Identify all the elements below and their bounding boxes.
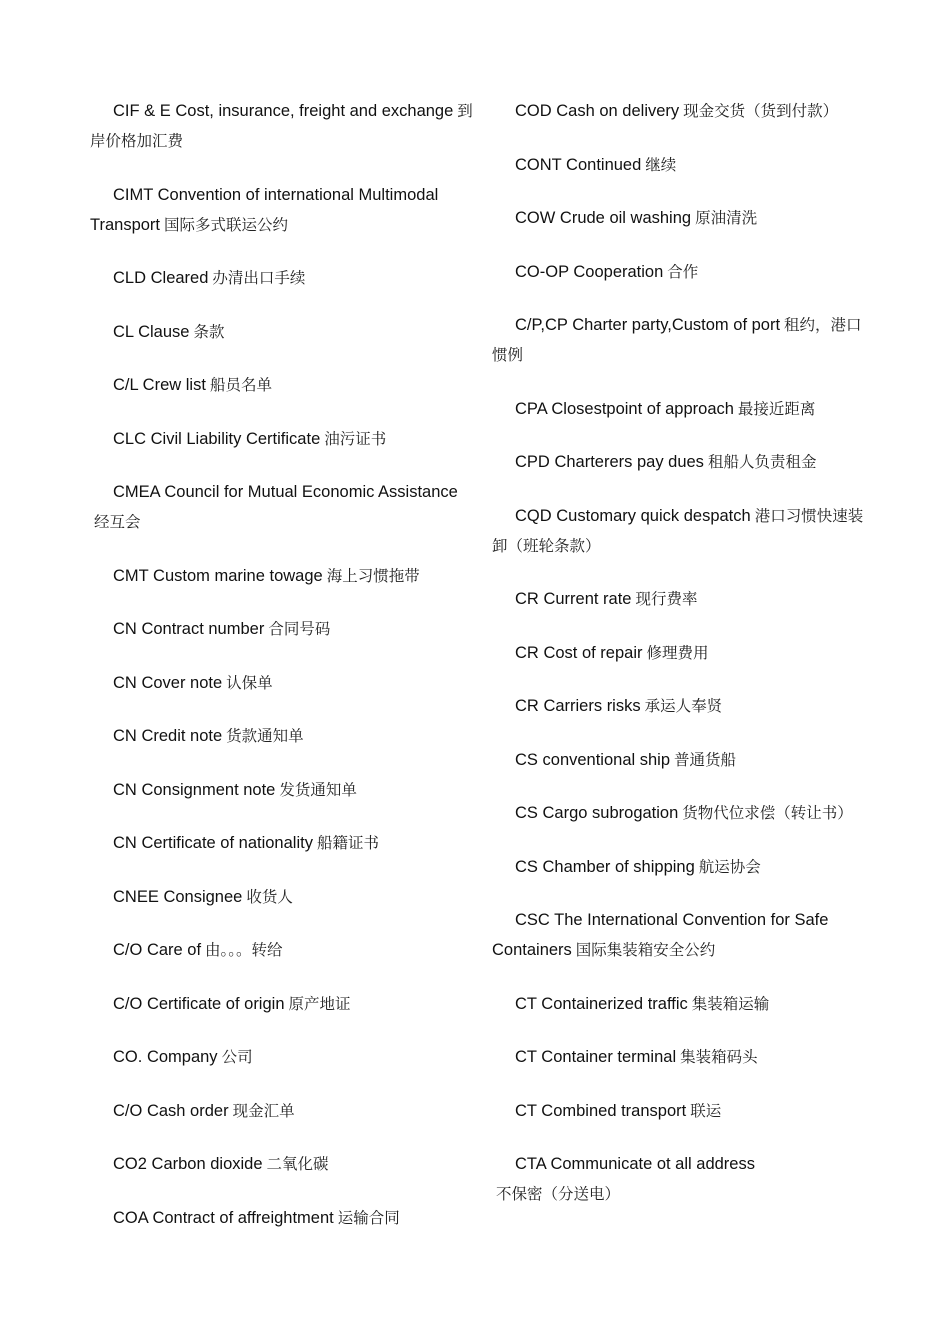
left-column <box>90 96 475 1256</box>
entry-abbreviation: COD <box>515 102 552 120</box>
entry-chinese: 港口习惯快速装卸（班轮条款） <box>492 506 864 555</box>
entry-chinese: 联运 <box>690 1101 722 1120</box>
entry-chinese: 公司 <box>221 1048 253 1066</box>
entry-english: Current rate <box>543 590 632 608</box>
entry-abbreviation: CPD <box>515 453 550 471</box>
entry-english: Communicate ot all address <box>550 1155 755 1173</box>
entry-abbreviation: CO2 <box>113 1155 147 1173</box>
entry-chinese: 现金汇单 <box>232 1101 295 1120</box>
entry-abbreviation: CT <box>515 1048 537 1066</box>
entry-abbreviation: CQD <box>515 506 552 525</box>
entry-english: Cost of repair <box>543 643 643 662</box>
entry-chinese: 收货人 <box>246 887 293 906</box>
entry-english: Company <box>146 1048 218 1066</box>
entry-abbreviation: CR <box>515 643 539 662</box>
entry-abbreviation: CT <box>515 1101 537 1120</box>
entry-abbreviation: CONT <box>515 155 562 174</box>
entry-english: Convention of international Multimodal Transport <box>90 185 439 234</box>
entry-chinese: 国际集装箱安全公约 <box>575 941 716 959</box>
entry-chinese: 国际多式联运公约 <box>164 215 289 234</box>
entry-abbreviation: CR <box>515 697 539 715</box>
entry-abbreviation: CMT <box>113 566 149 585</box>
entry-chinese: 货物代位求偿（转让书） <box>682 804 853 822</box>
entry-abbreviation: CMEA <box>113 483 160 501</box>
entry-abbreviation: CN <box>113 780 137 799</box>
glossary-entry <box>90 721 475 751</box>
entry-english: Credit note <box>141 727 223 745</box>
entry-chinese: 集装箱码头 <box>680 1048 758 1066</box>
entry-chinese: 现金交货（货到付款） <box>683 102 839 120</box>
glossary-entry <box>492 638 877 668</box>
entry-english: conventional ship <box>542 750 671 769</box>
entry-abbreviation: C/P,CP <box>515 316 568 334</box>
entry-chinese: 租约，港口惯例 <box>492 316 862 364</box>
entry-english: Consignee <box>163 887 243 906</box>
entry-abbreviation: CNEE <box>113 887 159 906</box>
entry-chinese: 船员名单 <box>209 376 272 394</box>
entry-english: Chamber of shipping <box>542 857 695 876</box>
entry-english: Contract number <box>141 620 265 638</box>
entry-abbreviation: CTA <box>515 1155 546 1173</box>
entry-english: Cargo subrogation <box>542 804 679 822</box>
entry-abbreviation: CN <box>113 834 137 852</box>
entry-abbreviation: CSC <box>515 911 550 929</box>
entry-english: Consignment note <box>141 780 276 799</box>
glossary-entry <box>90 317 475 347</box>
entry-english: Crew list <box>142 376 206 394</box>
entry-chinese: 发货通知单 <box>279 780 357 799</box>
entry-abbreviation: C/O <box>113 994 143 1013</box>
glossary-entry <box>492 447 877 477</box>
glossary-entry <box>492 310 877 370</box>
entry-english: Cleared <box>150 269 209 287</box>
entry-chinese: 原油清洗 <box>695 209 758 227</box>
entry-english: Cost, insurance, freight and exchange <box>175 102 454 120</box>
entry-chinese: 海上习惯拖带 <box>326 566 420 585</box>
entry-chinese: 不保密（分送电） <box>496 1185 621 1203</box>
entry-chinese: 继续 <box>645 155 677 174</box>
entry-chinese: 集装箱运输 <box>691 994 770 1013</box>
glossary-entry <box>90 828 475 858</box>
entry-chinese: 运输合同 <box>337 1208 400 1227</box>
glossary-entry <box>492 150 877 180</box>
entry-abbreviation: CIMT <box>113 185 154 204</box>
glossary-entry <box>492 852 877 882</box>
glossary-entry <box>90 1042 475 1072</box>
entry-english: Council for Mutual Economic Assistance <box>164 483 458 501</box>
glossary-entry <box>492 798 877 828</box>
entry-chinese: 到岸价格加汇费 <box>90 102 473 150</box>
entry-abbreviation: CR <box>515 590 539 608</box>
entry-english: Certificate of origin <box>146 994 285 1013</box>
glossary-entry <box>492 96 877 126</box>
entry-chinese: 认保单 <box>226 673 273 692</box>
entry-chinese: 航运协会 <box>698 857 761 876</box>
entry-english: Cash order <box>146 1101 229 1120</box>
glossary-entry <box>492 1096 877 1126</box>
glossary-entry <box>90 424 475 454</box>
entry-abbreviation: CS <box>515 750 538 769</box>
glossary-entry <box>492 905 877 965</box>
entry-abbreviation: CIF & E <box>113 102 171 120</box>
entry-abbreviation: CO-OP <box>515 262 569 281</box>
entry-chinese: 二氧化碳 <box>266 1155 329 1173</box>
entry-chinese: 最接近距离 <box>737 399 816 418</box>
entry-english: Civil Liability Certificate <box>150 429 321 448</box>
entry-english: Continued <box>566 155 642 174</box>
entry-english: Care of <box>146 941 202 959</box>
right-column <box>492 96 877 1233</box>
glossary-entry <box>90 96 475 156</box>
entry-chinese: 由。。。转给 <box>205 941 283 959</box>
entry-english: Containerized traffic <box>541 994 688 1013</box>
glossary-entry <box>492 1149 877 1209</box>
glossary-entry <box>90 614 475 644</box>
entry-chinese: 合作 <box>667 262 699 281</box>
glossary-entry <box>90 263 475 293</box>
entry-chinese: 船籍证书 <box>316 834 379 852</box>
glossary-entry <box>90 561 475 591</box>
entry-english: Custom marine towage <box>153 566 323 585</box>
glossary-entry <box>492 394 877 424</box>
entry-chinese: 货款通知单 <box>226 727 304 745</box>
entry-chinese: 现行费率 <box>635 590 698 608</box>
entry-abbreviation: CT <box>515 994 537 1013</box>
glossary-entry <box>90 370 475 400</box>
entry-english: Contract of affreightment <box>152 1208 334 1227</box>
glossary-entry <box>90 1096 475 1126</box>
glossary-entry <box>492 1042 877 1072</box>
entry-abbreviation: COW <box>515 209 556 227</box>
entry-abbreviation: CLC <box>113 429 147 448</box>
entry-abbreviation: CLD <box>113 269 147 287</box>
entry-english: Customary quick despatch <box>556 506 751 525</box>
entry-abbreviation: CO. <box>113 1048 143 1066</box>
entry-english: Combined transport <box>541 1101 687 1120</box>
entry-abbreviation: CS <box>515 857 538 876</box>
glossary-entry <box>90 775 475 805</box>
glossary-entry <box>90 935 475 965</box>
entry-english: The International Convention for Safe Containers <box>492 911 829 959</box>
glossary-entry <box>90 1203 475 1233</box>
entry-chinese: 油污证书 <box>324 429 387 448</box>
glossary-entry <box>90 180 475 240</box>
entry-abbreviation: CN <box>113 727 137 745</box>
entry-abbreviation: CL <box>113 322 134 341</box>
glossary-entry <box>90 668 475 698</box>
glossary-entry <box>90 882 475 912</box>
entry-abbreviation: CN <box>113 620 137 638</box>
entry-chinese: 普通货船 <box>674 750 737 769</box>
entry-abbreviation: C/O <box>113 1101 143 1120</box>
entry-english: Crude oil washing <box>559 209 692 227</box>
glossary-entry <box>90 477 475 537</box>
entry-abbreviation: C/O <box>113 941 143 959</box>
entry-english: Cash on delivery <box>556 102 680 120</box>
glossary-entry <box>492 989 877 1019</box>
entry-chinese: 条款 <box>193 322 225 341</box>
glossary-entry <box>90 1149 475 1179</box>
entry-english: Charterers pay dues <box>554 453 704 471</box>
entry-english: Container terminal <box>541 1048 677 1066</box>
entry-english: Charter party,Custom of port <box>572 316 781 334</box>
glossary-entry <box>492 203 877 233</box>
glossary-entry <box>492 691 877 721</box>
entry-chinese: 办清出口手续 <box>212 269 306 287</box>
entry-english: Carriers risks <box>543 697 641 715</box>
entry-english: Closestpoint of approach <box>551 399 734 418</box>
entry-chinese: 修理费用 <box>646 643 709 662</box>
entry-abbreviation: CPA <box>515 399 547 418</box>
entry-chinese: 合同号码 <box>268 620 331 638</box>
glossary-entry <box>492 257 877 287</box>
entry-english: Cooperation <box>573 262 664 281</box>
entry-english: Clause <box>138 322 190 341</box>
entry-abbreviation: COA <box>113 1208 148 1227</box>
entry-english: Carbon dioxide <box>151 1155 263 1173</box>
entry-chinese: 经互会 <box>94 513 141 531</box>
glossary-entry <box>90 989 475 1019</box>
glossary-entry <box>492 501 877 561</box>
entry-abbreviation: CS <box>515 804 538 822</box>
entry-chinese: 原产地证 <box>288 994 351 1013</box>
entry-chinese: 承运人奉贤 <box>644 697 723 715</box>
glossary-entry <box>492 745 877 775</box>
entry-chinese: 租船人负责租金 <box>707 453 817 471</box>
entry-abbreviation: C/L <box>113 376 139 394</box>
entry-english: Certificate of nationality <box>141 834 313 852</box>
entry-english: Cover note <box>141 673 223 692</box>
entry-abbreviation: CN <box>113 673 137 692</box>
glossary-entry <box>492 584 877 614</box>
